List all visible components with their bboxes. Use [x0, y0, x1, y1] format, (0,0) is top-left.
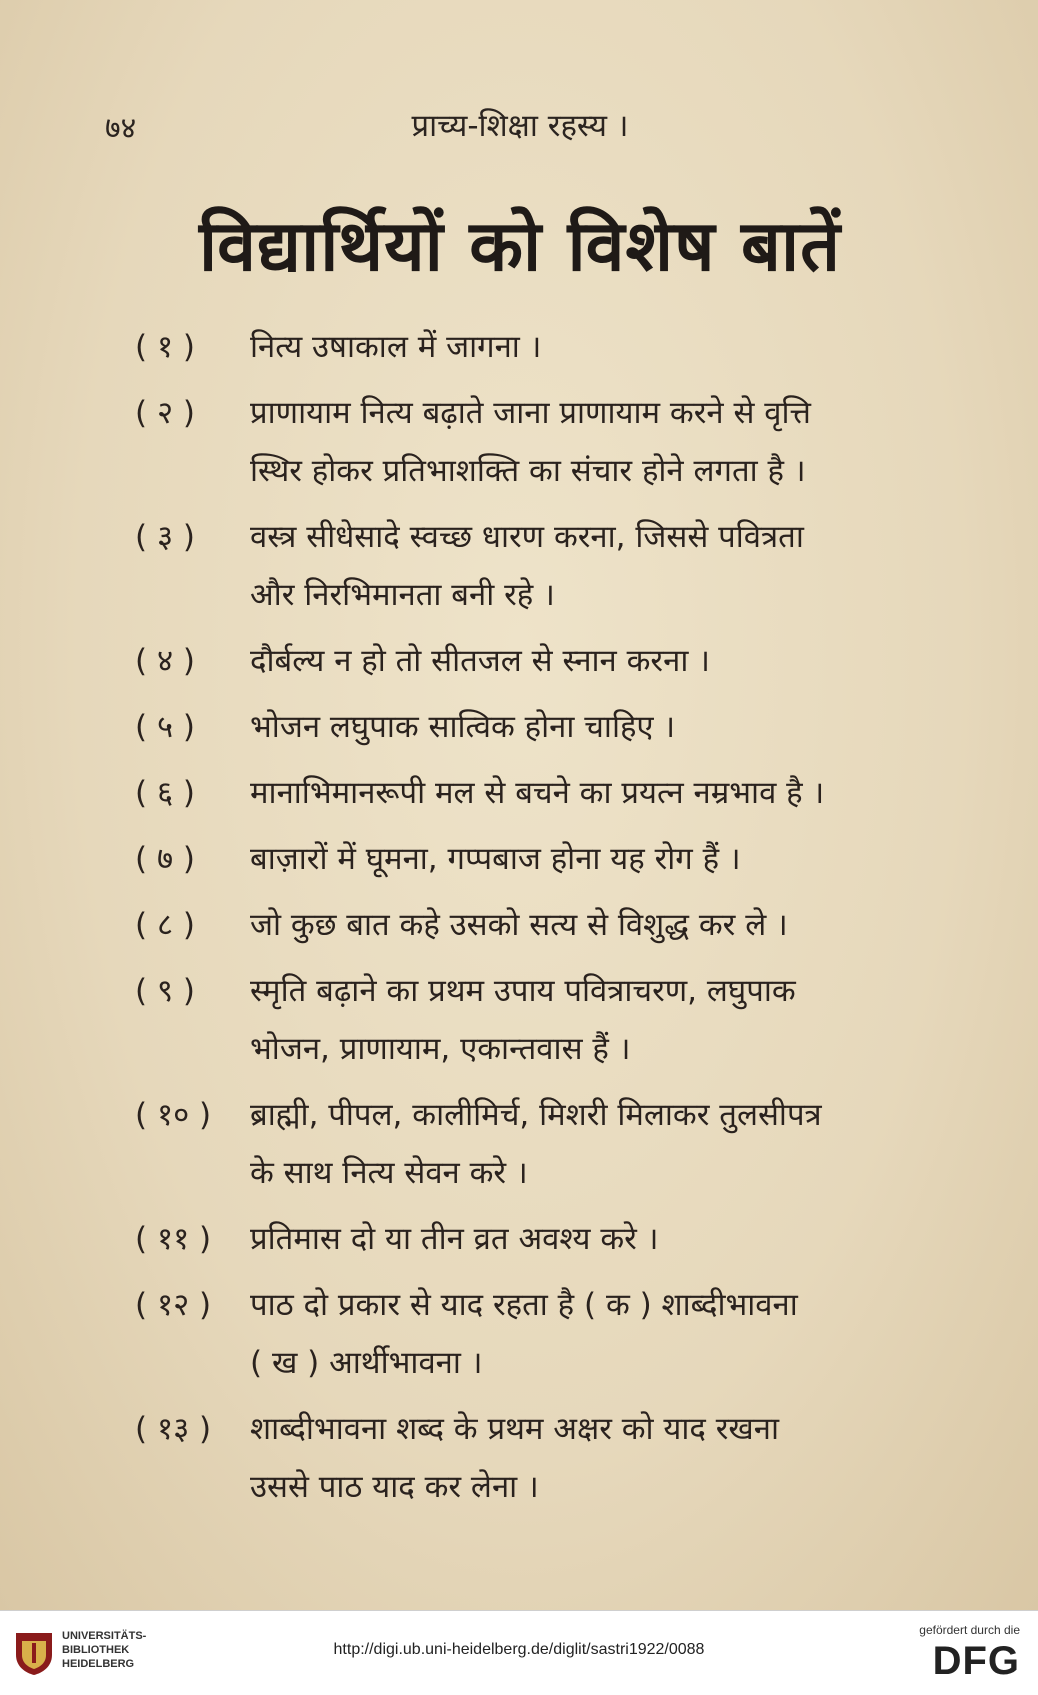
list-item — [135, 896, 965, 954]
list-item — [135, 384, 965, 500]
running-title: प्राच्य-शिक्षा रहस्य । — [411, 108, 629, 144]
item-text — [250, 896, 965, 954]
item-number: ( ११ ) — [135, 1221, 212, 1257]
list-item — [135, 318, 965, 376]
item-text — [250, 1210, 965, 1268]
item-number: ( ४ ) — [135, 643, 196, 679]
item-line: वस्त्र सीधेसादे स्वच्छ धारण करना, जिससे पवित्रता — [250, 519, 804, 555]
item-text — [250, 962, 965, 1078]
item-number: ( १ ) — [135, 329, 196, 365]
institution-name: UNIVERSITÄTS- BIBLIOTHEK HEIDELBERG — [62, 1630, 147, 1670]
item-line: दौर्बल्य न हो तो सीतजल से स्नान करना । — [250, 643, 710, 679]
item-line: बाज़ारों में घूमना, गप्पबाज होना यह रोग हैं । — [250, 841, 741, 877]
item-text — [250, 318, 965, 376]
item-number: ( ८ ) — [135, 907, 196, 943]
item-line: प्रतिमास दो या तीन व्रत अवश्य करे । — [250, 1221, 659, 1257]
item-number: ( २ ) — [135, 395, 196, 431]
item-text — [250, 508, 965, 624]
item-number: ( ५ ) — [135, 709, 196, 745]
item-text — [250, 1276, 965, 1392]
list-item — [135, 698, 965, 756]
page-header — [95, 100, 945, 150]
item-text — [250, 632, 965, 690]
page-number: ७४ — [105, 111, 137, 146]
item-number: ( ३ ) — [135, 519, 196, 555]
viewer-footer — [0, 1610, 1038, 1695]
list-item — [135, 1276, 965, 1392]
item-line: जो कुछ बात कहे उसको सत्य से विशुद्ध कर ले । — [250, 907, 788, 943]
item-text — [250, 764, 965, 822]
list-item — [135, 830, 965, 888]
list-item — [135, 1400, 965, 1516]
list-item — [135, 1086, 965, 1202]
list-item — [135, 962, 965, 1078]
item-line: ब्राह्मी, पीपल, कालीमिर्च, मिशरी मिलाकर तुलसीपत्र — [250, 1097, 822, 1133]
item-number: ( १० ) — [135, 1097, 212, 1133]
funder-note: gefördert durch die — [919, 1623, 1020, 1637]
item-line: स्मृति बढ़ाने का प्रथम उपाय पवित्राचरण, लघुपाक — [250, 973, 796, 1009]
item-line: शाब्दीभावना शब्द के प्रथम अक्षर को याद रखना — [250, 1411, 780, 1447]
item-number: ( १३ ) — [135, 1411, 212, 1447]
item-number: ( ९ ) — [135, 973, 196, 1009]
item-line: मानाभिमानरूपी मल से बचने का प्रयत्न नम्रभाव है । — [250, 775, 825, 811]
item-line: ( ख ) आर्थीभावना । — [250, 1345, 483, 1381]
section-title: विद्यार्थियों को विशेष बातें — [199, 205, 841, 287]
list-item — [135, 508, 965, 624]
item-line: के साथ नित्य सेवन करे । — [250, 1155, 528, 1191]
item-number: ( ६ ) — [135, 775, 196, 811]
item-text — [250, 384, 965, 500]
item-number: ( १२ ) — [135, 1287, 212, 1323]
item-line: प्राणायाम नित्य बढ़ाते जाना प्राणायाम करने से वृत्ति — [250, 395, 811, 431]
tips-list — [135, 318, 965, 1524]
list-item — [135, 1210, 965, 1268]
permalink-url[interactable]: http://digi.ub.uni-heidelberg.de/diglit/sastri1922/0088 — [333, 1641, 705, 1658]
item-line: पाठ दो प्रकार से याद रहता है ( क ) शाब्दीभावना — [250, 1287, 798, 1323]
item-line: भोजन, प्राणायाम, एकान्तवास हैं । — [250, 1031, 631, 1067]
list-item — [135, 632, 965, 690]
dfg-logo: DFG — [932, 1639, 1020, 1683]
item-text — [250, 698, 965, 756]
item-line: नित्य उषाकाल में जागना । — [250, 329, 542, 365]
item-text — [250, 1086, 965, 1202]
list-item — [135, 764, 965, 822]
item-text — [250, 1400, 965, 1516]
item-number: ( ७ ) — [135, 841, 196, 877]
item-line: भोजन लघुपाक सात्विक होना चाहिए । — [250, 709, 676, 745]
item-line: और निरभिमानता बनी रहे । — [250, 577, 555, 613]
item-text — [250, 830, 965, 888]
item-line: स्थिर होकर प्रतिभाशक्ति का संचार होने लगता है । — [250, 453, 806, 489]
item-line: उससे पाठ याद कर लेना । — [250, 1469, 539, 1505]
